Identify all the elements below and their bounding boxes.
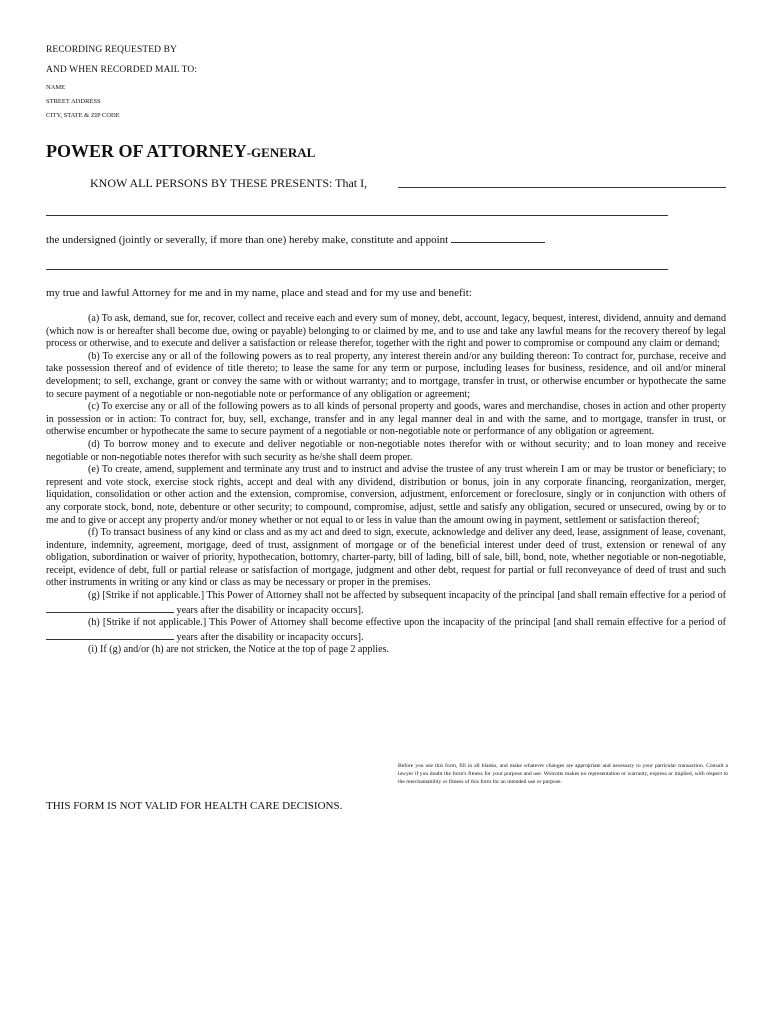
name-label: NAME <box>46 84 66 91</box>
recording-requested-label: RECORDING REQUESTED BY <box>46 45 177 55</box>
paragraph-c: (c) To exercise any or all of the following powers as to all kinds of personal property and goods, wares and merchandise, choses in action and other property in possession or in action: To contract for, buy, sell, exchange, transfer and in any legal manner deal in and with the same, and to mortgage, transfer in trust, or otherwise encumber or hypothecate the same to secure payment of a negotiable or non-negotiable note or performance of any obligation or agreement. <box>46 401 726 438</box>
paragraph-b: (b) To exercise any or all of the following powers as to real property, any interest therein and/or any building thereon: To contract for, purchase, receive and take possession thereof and of evidence of title thereto; to lease the same for any term or purpose, including leases for business, residence, and oil and/or mineral development; to sell, exchange, grant or convey the same with or without warranty; and to mortgage, transfer in trust, or otherwise encumber or hypothecate the same to secure payment of a negotiable or non-negotiable note or performance of any obligation or agreement; <box>46 350 726 400</box>
paragraph-g-years-blank[interactable] <box>46 603 174 613</box>
paragraph-g-text: (g) [Strike if not applicable.] This Power of Attorney shall not be affected by subsequent incapacity of the principal [and shall remain effective for a period of <box>88 590 726 602</box>
not-valid-health-care-notice: THIS FORM IS NOT VALID FOR HEALTH CARE DECISIONS. <box>46 800 343 812</box>
paragraph-h-text-end: years after the disability or incapacity occurs]. <box>176 631 364 643</box>
mail-to-label: AND WHEN RECORDED MAIL TO: <box>46 65 198 75</box>
paragraph-h <box>46 617 726 644</box>
document-title <box>46 141 315 162</box>
principal-name-blank-line-2[interactable] <box>46 215 668 216</box>
form-disclaimer: Before you use this form, fill in all blanks, and make whatever changes are appropriate and necessary to your particular transaction. Consult a lawyer if you doubt the form's fitness for your purpose and use. Wolcotts makes no representation or warranty, express or implied, with respect to the merchantability or fitness of this form for an intended use or purpose. <box>398 763 728 786</box>
attorney-name-blank-line-2[interactable] <box>46 269 668 270</box>
paragraph-i: (i) If (g) and/or (h) are not stricken, the Notice at the top of page 2 applies. <box>88 644 390 656</box>
street-address-label: STREET ADDRESS <box>46 98 101 105</box>
city-state-zip-label: CITY, STATE & ZIP CODE <box>46 112 120 119</box>
title-sub: -GENERAL <box>246 145 316 160</box>
undersigned-text <box>46 232 545 246</box>
paragraph-g-text-end: years after the disability or incapacity occurs]. <box>176 604 364 616</box>
paragraph-e: (e) To create, amend, supplement and terminate any trust and to instruct and advise the trustee of any trust wherein I am or may be trustor or beneficiary; to represent and vote stock, exercise stock rights, accept and deal with any dividend, distribution or bonus, join in any corporate financing, reorganization, merger, liquidation, consolidation or other action and the extension, compromise, conversion, adjustment, enforcement or foreclosure, singly or in conjunction with others of any corporate stock, bond, note, debenture or other security; to compound, compromise, adjust, settle and satisfy any obligation, secured or unsecured, owing by or to me and to give or accept any property and/or money whether or not equal to or less in value than the amount owing in payment, settlement or satisfaction thereof; <box>46 464 726 526</box>
paragraph-g <box>46 590 726 617</box>
title-main: POWER OF ATTORNEY <box>46 141 247 161</box>
paragraph-d: (d) To borrow money and to execute and deliver negotiable or non-negotiable notes therefor with or without security; and to loan money and receive negotiable or non-negotiable notes therefor with such security as he/she shall deem proper. <box>46 438 726 463</box>
my-true-attorney-text: my true and lawful Attorney for me and in my name, place and stead and for my use and benefit: <box>46 287 472 299</box>
paragraph-h-years-blank[interactable] <box>46 630 174 640</box>
recording-header <box>46 45 197 119</box>
undersigned-statement: the undersigned (jointly or severally, if more than one) hereby make, constitute and appoint <box>46 234 449 246</box>
paragraph-f: (f) To transact business of any kind or class and as my act and deed to sign, execute, acknowledge and deliver any deed, lease, assignment of lease, covenant, indenture, indemnity, agreement, mortgage, deed of trust, assignment of mortgage or of the beneficial interest under deed of trust, extension or renewal of any obligation, subordination or waiver of priority, hypothecation, bottomry, charter-party, bill of lading, bill of sale, bill, bond, note, whether negotiable or non-negotiable, receipt, evidence of debt, full or partial release or satisfaction of mortgage, judgment and other debt, request for partial or full reconveyance of deed of trust and such other instruments in writing or any kind or class as may be necessary or proper in the premises. <box>46 527 726 589</box>
paragraph-a: (a) To ask, demand, sue for, recover, collect and receive each and every sum of money, debt, account, legacy, bequest, interest, dividend, annuity and demand (which now is or hereafter shall become due, owing or payable) belonging to or claimed by me, and to use and take any lawful means for the recovery thereof by legal process or otherwise, and to execute and deliver a satisfaction or release therefor, together with the right and power to compromise or compound any claim or demand; <box>46 313 726 350</box>
powers-body <box>46 313 726 657</box>
attorney-name-blank[interactable] <box>451 232 545 243</box>
paragraph-h-text: (h) [Strike if not applicable.] This Power of Attorney shall become effective upon the incapacity of the principal [and shall remain effective for a period of <box>88 617 726 629</box>
principal-name-blank[interactable] <box>398 187 726 188</box>
know-all-persons-text: KNOW ALL PERSONS BY THESE PRESENTS: That I, <box>90 176 368 190</box>
